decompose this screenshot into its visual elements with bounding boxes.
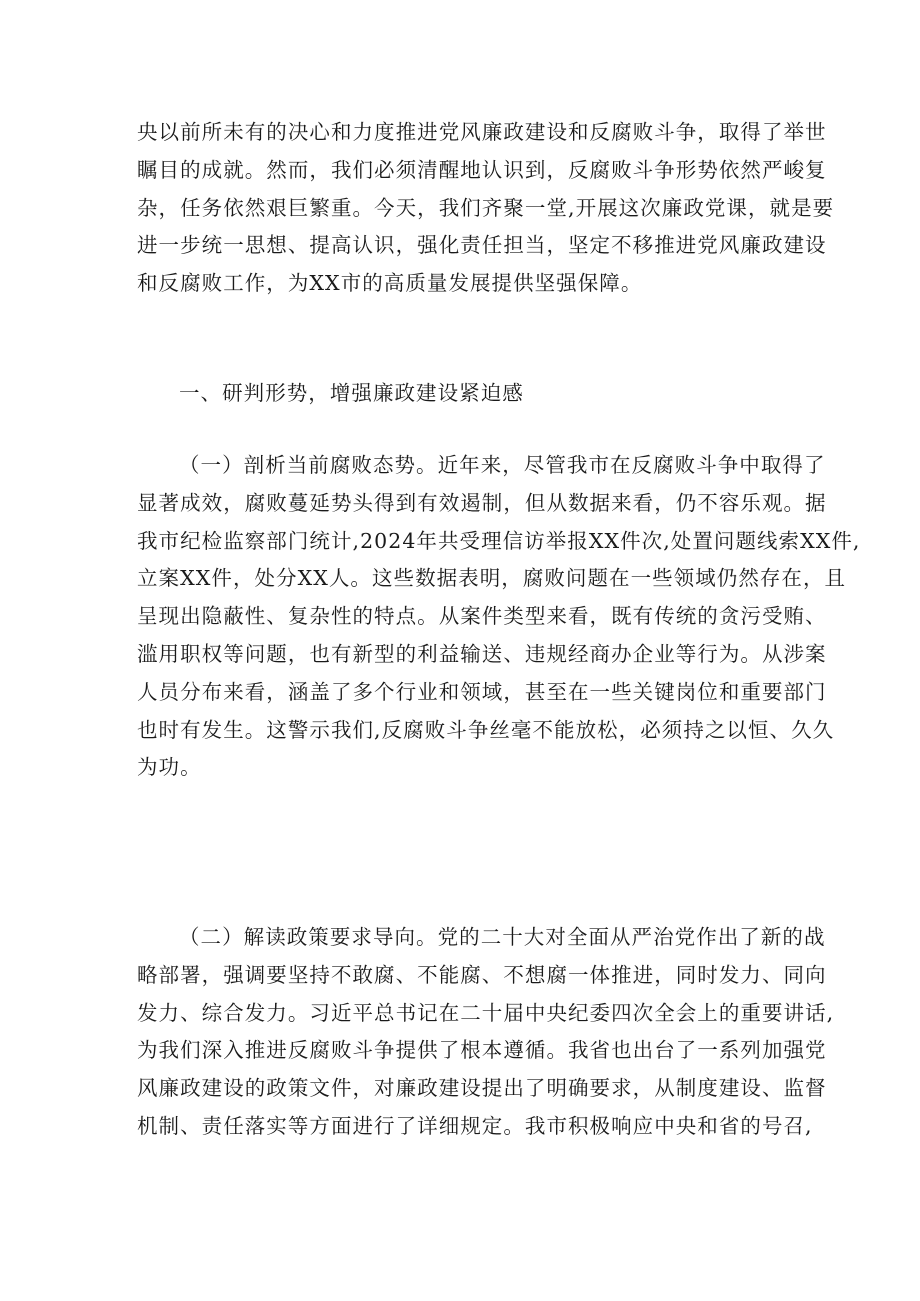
paragraph-line: 为我们深入推进反腐败斗争提供了根本遵循。我省也出台了一系列加强党	[137, 1038, 827, 1063]
paragraph-line: 和反腐败工作，为XX市的高质量发展提供坚强保障。	[137, 271, 643, 296]
paragraph-line: 为功。	[137, 755, 202, 780]
section-heading-text: 一、研判形势，增强廉政建设紧迫感	[179, 381, 524, 405]
section-heading	[137, 375, 797, 413]
paragraph-line: 呈现出隐蔽性、复杂性的特点。从案件类型来看，既有传统的贪污受贿、	[137, 604, 827, 629]
paragraph-line: 我市纪检监察部门统计,2024年共受理信访举报XX件次,处置问题线索XX件,	[137, 528, 861, 553]
paragraph-line: （一）剖析当前腐败态势。近年来，尽管我市在反腐败斗争中取得了	[179, 453, 826, 477]
paragraph-line: 进一步统一思想、提高认识，强化责任担当，坚定不移推进党风廉政建设	[137, 233, 827, 258]
intro-paragraph	[137, 114, 835, 303]
paragraph-line: 略部署，强调要坚持不敢腐、不能腐、不想腐一体推进，同时发力、同向	[137, 962, 827, 987]
paragraph-analysis	[137, 447, 861, 787]
paragraph-line: 瞩目的成就。然而，我们必须清醒地认识到，反腐败斗争形势依然严峻复	[137, 157, 827, 182]
paragraph-policy	[137, 919, 835, 1146]
paragraph-line: 杂，任务依然艰巨繁重。今天，我们齐聚一堂,开展这次廉政党课，就是要	[137, 195, 835, 220]
paragraph-line: 显著成效，腐败蔓延势头得到有效遏制，但从数据来看，仍不容乐观。据	[137, 490, 827, 515]
paragraph-line: 央以前所未有的决心和力度推进党风廉政建设和反腐败斗争，取得了举世	[137, 120, 827, 144]
paragraph-line: 滥用职权等问题，也有新型的利益输送、违规经商办企业等行为。从涉案	[137, 641, 827, 666]
paragraph-line: （二）解读政策要求导向。党的二十大对全面从严治党作出了新的战	[179, 925, 826, 949]
paragraph-line: 人员分布来看，涵盖了多个行业和领域，甚至在一些关键岗位和重要部门	[137, 679, 827, 704]
paragraph-line: 也时有发生。这警示我们,反腐败斗争丝毫不能放松，必须持之以恒、久久	[137, 717, 835, 742]
paragraph-line: 风廉政建设的政策文件，对廉政建设提出了明确要求，从制度建设、监督	[137, 1076, 827, 1101]
paragraph-line: 机制、责任落实等方面进行了详细规定。我市积极响应中央和省的号召,	[137, 1113, 813, 1138]
paragraph-line: 立案XX件，处分XX人。这些数据表明，腐败问题在一些领域仍然存在，且	[137, 566, 847, 591]
paragraph-line: 发力、综合发力。习近平总书记在二十届中央纪委四次全会上的重要讲话,	[137, 1000, 835, 1025]
